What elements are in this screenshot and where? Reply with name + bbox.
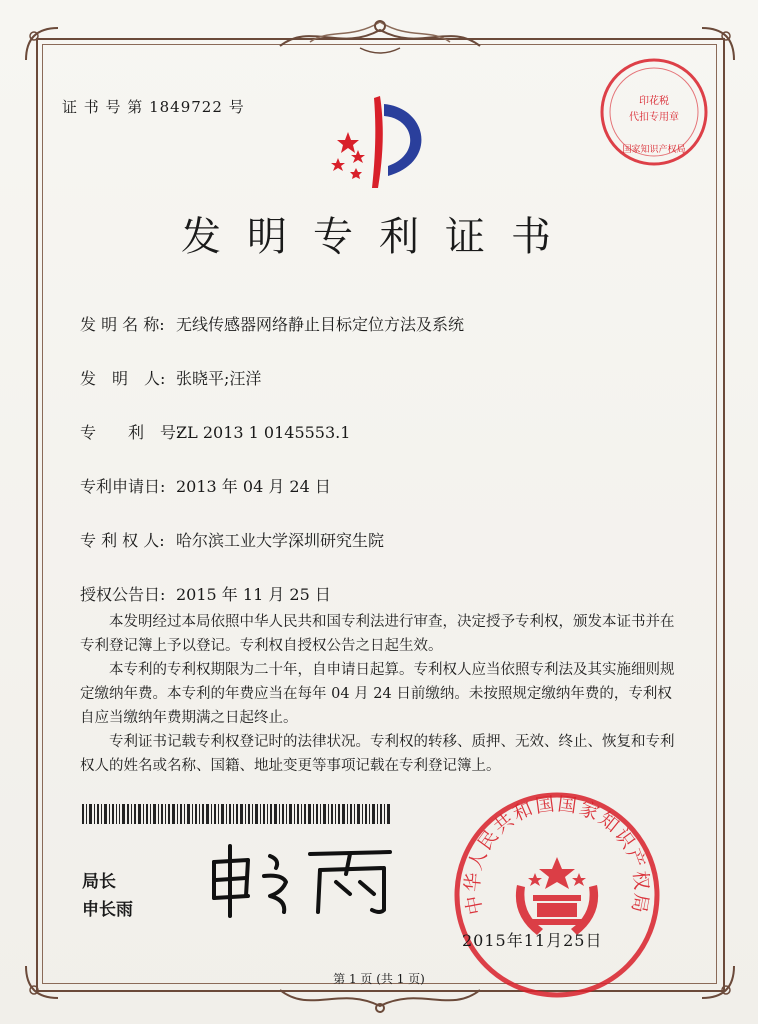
director-signature xyxy=(200,840,400,920)
patentee-label: 专 利 权 人: xyxy=(80,531,165,550)
inventor-value: 张晓平;汪洋 xyxy=(176,369,262,388)
patent-office-logo-icon xyxy=(318,92,438,192)
corner-ornament-top-left xyxy=(22,24,62,64)
director-name: 申长雨 xyxy=(82,900,133,920)
certificate-number-value: 1849722 xyxy=(149,98,223,116)
invention-name-label: 发 明 名 称: xyxy=(80,315,165,334)
grant-date-row xyxy=(80,582,331,605)
patent-number-row xyxy=(80,420,350,443)
seal-date: 2015年11月25日 xyxy=(462,931,603,950)
filing-date-row xyxy=(80,474,331,497)
inventor-row xyxy=(80,366,261,389)
grant-date-label: 授权公告日: xyxy=(80,585,166,604)
seal-org-text: 中华人民共和国国家知识产权局 xyxy=(461,793,653,917)
patent-number-label: 专 利 号: xyxy=(80,423,182,442)
top-ornament xyxy=(270,12,490,60)
inventor-label: 发 明 人: xyxy=(80,369,166,388)
patent-number-value: ZL 2013 1 0145553.1 xyxy=(176,423,351,442)
body-paragraph-3: 专利证书记载专利权登记时的法律状况。专利权的转移、质押、无效、终止、恢复和专利权人的姓名或名称、国籍、地址变更等事项记载在专利登记簿上。 xyxy=(80,734,675,774)
invention-name-value: 无线传感器网络静止目标定位方法及系统 xyxy=(176,315,465,334)
body-paragraph-1: 本发明经过本局依照中华人民共和国专利法进行审查，决定授予专利权，颁发本证书并在专利登记簿上予以登记。专利权自授权公告之日起生效。 xyxy=(80,614,675,654)
national-ip-office-seal xyxy=(452,790,662,1000)
grant-date-value: 2015 年 11 月 25 日 xyxy=(176,585,331,604)
filing-date-label: 专利申请日: xyxy=(80,477,166,496)
patentee-value: 哈尔滨工业大学深圳研究生院 xyxy=(176,531,385,550)
svg-text:国家知识产权局: 国家知识产权局 xyxy=(622,145,686,155)
certificate-body xyxy=(80,610,680,778)
invention-name-row xyxy=(80,312,464,335)
tax-seal-stamp xyxy=(598,56,710,168)
svg-text:代扣专用章: 代扣专用章 xyxy=(629,112,679,123)
svg-text:印花税: 印花税 xyxy=(639,96,669,107)
body-paragraph-2: 本专利的专利权期限为二十年，自申请日起算。专利权人应当依照专利法及其实施细则规定缴纳年费。本专利的年费应当在每年 04 月 24 日前缴纳。未按照规定缴纳年费的，专利权自应当缴纳年费期满之日起终止。 xyxy=(80,662,675,726)
certificate-title: 发明专利证书 xyxy=(181,214,577,260)
certificate-number-label: 证 书 号 第 xyxy=(62,98,144,116)
filing-date-value: 2013 年 04 月 24 日 xyxy=(176,477,331,496)
page-number: 第 1 页 (共 1 页) xyxy=(333,972,425,986)
patentee-row xyxy=(80,528,384,551)
barcode xyxy=(82,804,392,824)
director-title: 局长 xyxy=(82,872,116,892)
certificate-number xyxy=(62,96,245,117)
director-block xyxy=(82,868,133,924)
certificate-number-suffix: 号 xyxy=(228,98,245,116)
